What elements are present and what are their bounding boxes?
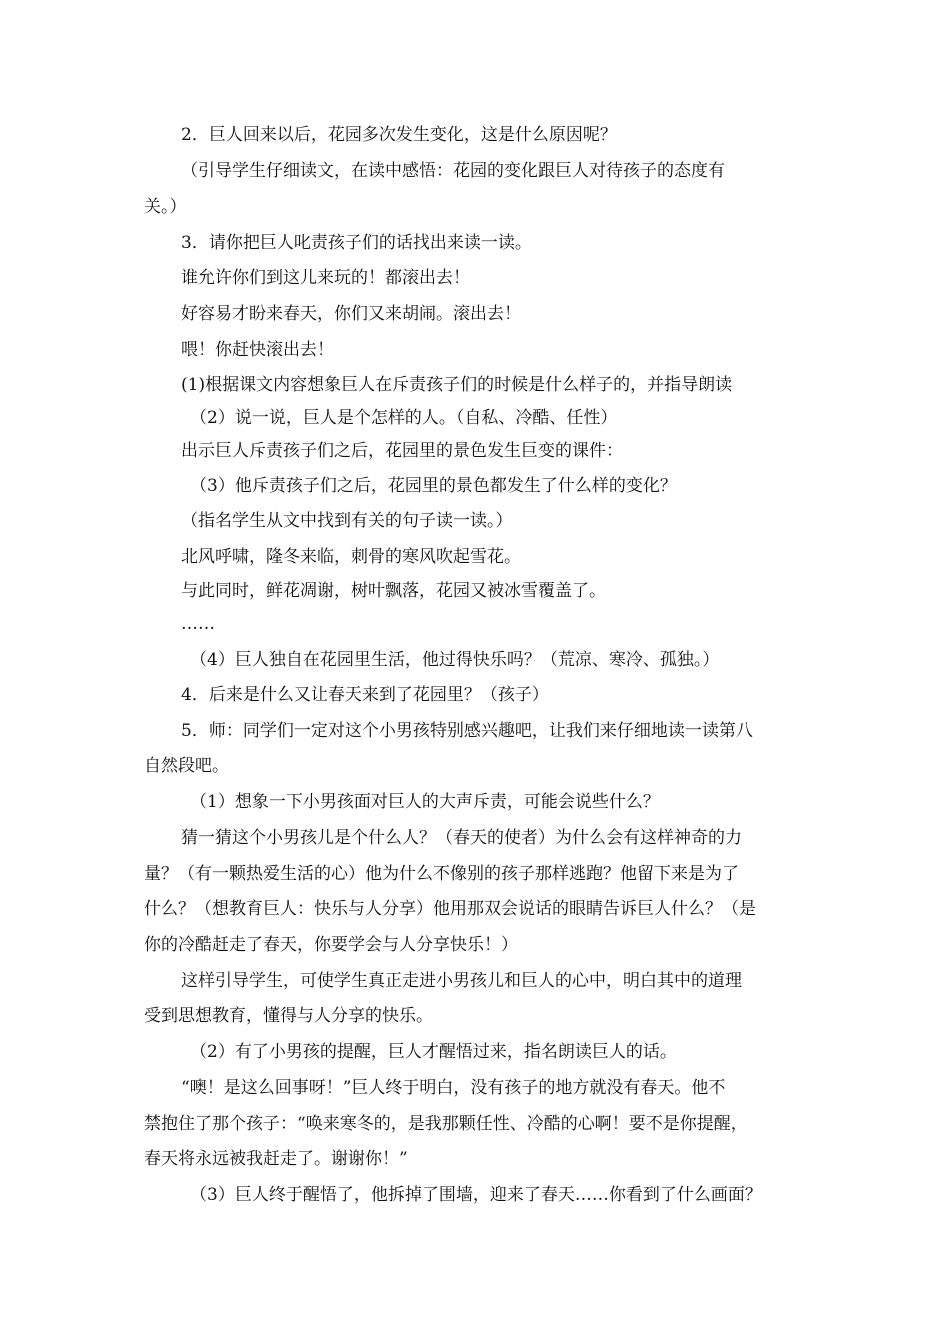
text-line: 4．后来是什么又让春天来到了花园里？（孩子）: [181, 685, 549, 705]
text-line: （引导学生仔细读文，在读中感悟：花园的变化跟巨人对待孩子的态度有: [181, 161, 725, 181]
text-line: 2．巨人回来以后，花园多次发生变化，这是什么原因呢？: [181, 125, 617, 145]
text-line: （1）想象一下小男孩面对巨人的大声斥责，可能会说些什么？: [190, 792, 660, 812]
text-line: 谁允许你们到这儿来玩的！都滚出去！: [181, 268, 470, 288]
text-line: （2）说一说，巨人是个怎样的人。（自私、冷酷、任性）: [190, 408, 618, 428]
text-line: 什么？（想教育巨人：快乐与人分享）他用那双会说话的眼睛告诉巨人什么？（是: [144, 899, 756, 919]
text-line: （指名学生从文中找到有关的句子读一读。）: [181, 511, 513, 531]
text-line: 好容易才盼来春天，你们又来胡闹。滚出去！: [181, 304, 521, 324]
text-line: 5．师：同学们一定对这个小男孩特别感兴趣吧，让我们来仔细地读一读第八: [181, 721, 753, 741]
text-line: （4）巨人独自在花园里生活，他过得快乐吗？（荒凉、寒冷、孤独。）: [190, 650, 720, 670]
text-line: 喂！你赶快滚出去！: [181, 340, 334, 360]
text-line: 量？（有一颗热爱生活的心）他为什么不像别的孩子那样逃跑？他留下来是为了: [144, 864, 739, 884]
text-line: 你的冷酷赶走了春天，你要学会与人分享快乐！）: [144, 935, 518, 955]
text-line: 3．请你把巨人叱责孩子们的话找出来读一读。: [181, 233, 532, 253]
text-line: （3）他斥责孩子们之后，花园里的景色都发生了什么样的变化？: [190, 476, 677, 496]
text-line: 北风呼啸，隆冬来临，刺骨的寒风吹起雪花。: [181, 547, 521, 567]
text-line: (1)根据课文内容想象巨人在斥责孩子们的时候是什么样子的，并指导朗读: [181, 375, 733, 395]
text-line: （2）有了小男孩的提醒，巨人才醒悟过来，指名朗读巨人的话。: [190, 1042, 677, 1062]
text-line: 自然段吧。: [144, 756, 229, 776]
text-line: 禁抱住了那个孩子：“唤来寒冬的，是我那颗任性、冷酷的心啊！要不是你提醒，: [144, 1114, 748, 1134]
text-line: 受到思想教育，懂得与人分享的快乐。: [144, 1006, 433, 1026]
text-line: 与此同时，鲜花凋谢，树叶飘落，花园又被冰雪覆盖了。: [181, 581, 606, 601]
text-line: 猜一猜这个小男孩儿是个什么人？（春天的使者）为什么会有这样神奇的力: [181, 828, 742, 848]
text-line: “噢！是这么回事呀！”巨人终于明白，没有孩子的地方就没有春天。他不: [181, 1078, 726, 1098]
text-line: （3）巨人终于醒悟了，他拆掉了围墙，迎来了春天……你看到了什么画面？: [190, 1185, 762, 1205]
text-line: 春天将永远被我赶走了。谢谢你！”: [144, 1149, 408, 1169]
text-line: 出示巨人斥责孩子们之后，花园里的景色发生巨变的课件：: [181, 441, 623, 461]
text-line: 关。）: [144, 197, 187, 217]
text-line: ……: [181, 614, 215, 634]
text-line: 这样引导学生，可使学生真正走进小男孩儿和巨人的心中，明白其中的道理: [181, 971, 742, 991]
